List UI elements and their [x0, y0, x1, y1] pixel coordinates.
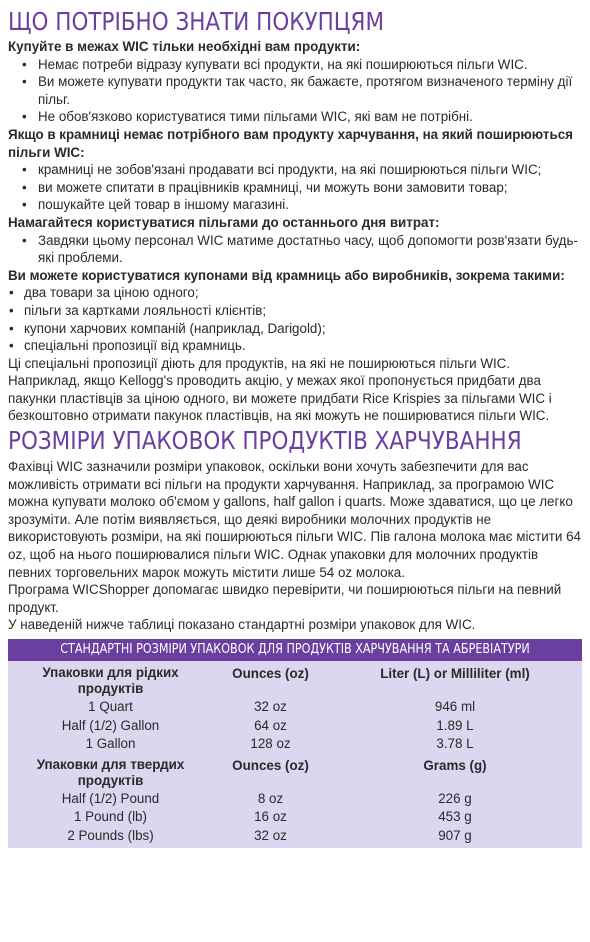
bullet-list-coupons [8, 284, 582, 354]
bullet-list-buy-needed [8, 56, 582, 126]
wicshopper-paragraph: Програма WICShopper допомагає швидко перевірити, чи поширюються пільги на певний продукт. [8, 582, 562, 615]
block-heading-buy-needed: Купуйте в межах WIC тільки необхідні вам продукти: [8, 39, 361, 54]
table-body [8, 661, 582, 848]
list-item: • два товари за ціною одного; [8, 284, 582, 302]
list-item: • Ви можете купувати продукти так часто, як бажаєте, протягом визначеного терміну дії пільг. [8, 73, 582, 108]
coupons-paragraph: Ці спеціальні пропозиції діють для продуктів, на які не поширюються пільги WIC. Наприклад, якщо Kellogg's проводить акцію, у межах якої пропонується придбати два пакунки пластівців за ціною одного, ви можете придбати Rice Krispies за пільгами WIC і безкоштовно отримати пакунок пластівців, на які можуть не поширюватися пільги WIC. [8, 355, 552, 424]
bullet-list-not-in-store [8, 161, 582, 214]
table-cell: Half (1/2) Gallon [61, 717, 160, 733]
section-title-shoppers: ЩО ПОТРІБНО ЗНАТИ ПОКУПЦЯМ [8, 7, 384, 36]
table-cell: 1 Pound (lb) [74, 809, 147, 825]
table-cell: 64 oz [254, 717, 287, 733]
table-cell: 453 g [438, 809, 472, 825]
table-cell: 8 oz [257, 790, 284, 806]
table-header-row-liquid [8, 661, 582, 697]
table-cell: 907 g [438, 827, 472, 843]
list-item: • пільги за картками лояльності клієнтів; [8, 302, 582, 320]
table-row [8, 807, 582, 826]
list-item: • купони харчових компаній (наприклад, Darigold); [8, 320, 582, 338]
package-sizes-paragraph: Фахівці WIC зазначили розміри упаковок, оскільки вони хочуть забезпечити для вас можливість отримати всі пільги на продукти харчування. Наприклад, за програмою WIC можна купувати молоко об'ємом у gallons, half gallon і quarts. Може здаватися, що це легко зрозуміти. Але потім виявляється, що деякі виробники молочних продуктів не використовують розміри, на які поширюються пільги WIC. Пів галона молока має містити 64 oz, щоб на нього поширювалися пільги WIC. Однак упаковки для молочних продуктів певних торговельних марок можуть містити лише 54 oz молока. [8, 459, 581, 580]
table-title: СТАНДАРТНІ РОЗМІРИ УПАКОВОК ДЛЯ ПРОДУКТІВ ХАРЧУВАННЯ ТА АБРЕВІАТУРИ [60, 642, 530, 657]
column-header: Grams (g) [423, 757, 487, 773]
bullet-list-last-day [8, 232, 582, 267]
list-item: • крамниці не зобов'язані продавати всі продукти, на які поширюються пільги WIC; [8, 161, 582, 179]
list-item: • пошукайте цей товар в іншому магазині. [8, 196, 582, 214]
table-cell: 1 Quart [88, 699, 133, 714]
list-item: • Не обов'язково користуватися тими пільгами WIC, які вам не потрібні. [8, 108, 582, 126]
table-cell: 946 ml [434, 699, 476, 714]
table-cell: 16 oz [254, 809, 287, 825]
table-cell: Half (1/2) Pound [61, 790, 160, 806]
block-heading-not-in-store: Якщо в крамниці немає потрібного вам продукту харчування, на який поширюються пільги WIC: [8, 126, 573, 160]
column-header: Упаковки для твердих продуктів [36, 756, 185, 788]
list-item: • Немає потреби відразу купувати всі продукти, на які поширюються пільги WIC. [8, 56, 582, 74]
table-cell: 226 g [438, 790, 472, 806]
table-row [8, 826, 582, 845]
table-row [8, 697, 582, 716]
block-heading-coupons: Ви можете користуватися купонами від крамниць або виробників, зокрема такими: [8, 267, 565, 283]
block-heading-last-day: Намагайтеся користуватися пільгами до останнього дня витрат: [8, 214, 440, 230]
table-cell: 32 oz [254, 827, 287, 843]
column-header: Ounces (oz) [232, 757, 309, 773]
table-title-bar [8, 639, 582, 661]
list-item: • Завдяки цьому персонал WIC матиме достатньо часу, щоб допомогти розв'язати будь-які проблеми. [8, 232, 582, 267]
column-header: Упаковки для рідких продуктів [42, 665, 179, 696]
package-sizes-table [8, 639, 582, 848]
column-header: Liter (L) or Milliliter (ml) [380, 666, 530, 681]
table-row [8, 789, 582, 808]
table-cell: 1 Gallon [85, 736, 136, 752]
table-cell: 32 oz [254, 699, 287, 714]
section-title-package-sizes: РОЗМІРИ УПАКОВОК ПРОДУКТІВ ХАРЧУВАННЯ [8, 426, 522, 456]
table-row [8, 716, 582, 735]
table-header-row-solid [8, 753, 582, 789]
table-intro-paragraph: У наведеній нижче таблиці показано стандартні розміри упаковок для WIC. [8, 617, 476, 633]
table-cell: 1.89 L [436, 717, 474, 733]
table-cell: 2 Pounds (lbs) [67, 827, 154, 843]
list-item: • ви можете спитати в працівників крамниці, чи можуть вони замовити товар; [8, 179, 582, 197]
table-bottom-spacer [8, 845, 582, 848]
column-header: Ounces (oz) [232, 666, 309, 681]
list-item: • спеціальні пропозиції від крамниць. [8, 337, 582, 355]
table-cell: 128 oz [250, 736, 291, 752]
table-row [8, 734, 582, 753]
table-cell: 3.78 L [436, 736, 474, 752]
